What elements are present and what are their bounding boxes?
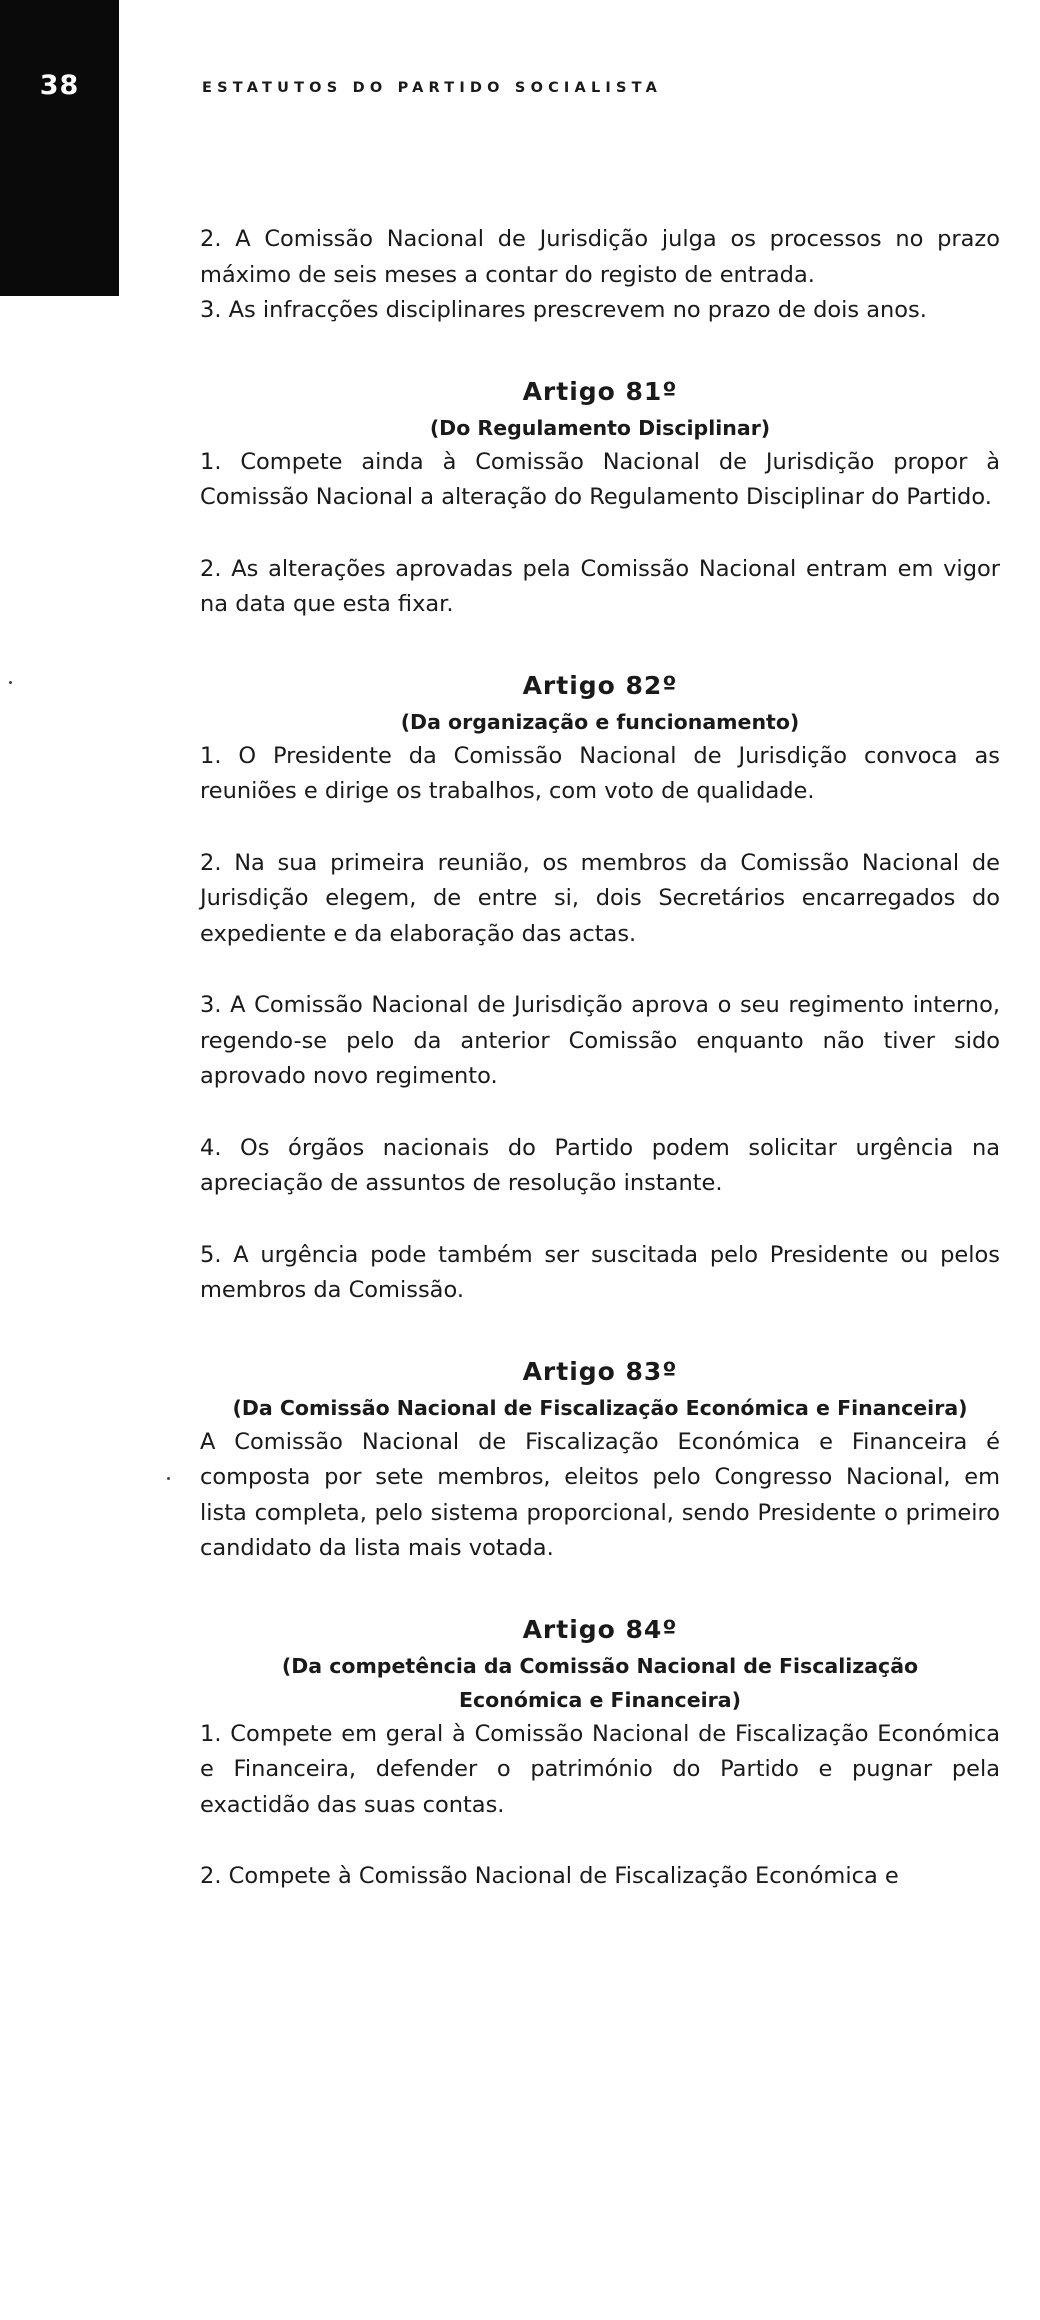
article-84	[200, 1611, 1000, 1895]
paragraph: 1. O Presidente da Comissão Nacional de Jurisdição convoca as reuniões e dirige os trabalhos, com voto de qualidade.	[200, 742, 1000, 804]
article-title: Artigo 84º	[522, 1614, 678, 1644]
paragraph: 2. As alterações aprovadas pela Comissão Nacional entram em vigor na data que esta fixar.	[200, 555, 1000, 617]
paragraph: 1. Compete em geral à Comissão Nacional de Fiscalização Económica e Financeira, defender o património do Partido e pugnar pela exactidão das suas contas.	[200, 1720, 1000, 1818]
paragraph: 2. Compete à Comissão Nacional de Fiscalização Económica e	[200, 1863, 899, 1889]
article-subtitle: (Da Comissão Nacional de Fiscalização Económica e Financeira)	[232, 1395, 968, 1420]
paragraph: 2. A Comissão Nacional de Jurisdição julga os processos no prazo máximo de seis meses a contar do registo de entrada.	[200, 226, 1000, 288]
paragraph: 1. Compete ainda à Comissão Nacional de Jurisdição propor à Comissão Nacional a alteração do Regulamento Disciplinar do Partido.	[200, 448, 1000, 510]
page-number: 38	[39, 70, 80, 101]
running-header-title: ESTATUTOS DO PARTIDO SOCIALISTA	[202, 80, 663, 96]
paragraph: 3. A Comissão Nacional de Jurisdição aprova o seu regimento interno, regendo-se pelo da anterior Comissão enquanto não tiver sido aprovado novo regimento.	[200, 992, 1000, 1089]
article-title: Artigo 82º	[522, 670, 678, 700]
article-subtitle: (Da organização e funcionamento)	[400, 709, 800, 734]
paragraph: 2. Na sua primeira reunião, os membros da Comissão Nacional de Jurisdição elegem, de entre si, dois Secretários encarregados do expediente e da elaboração das actas.	[200, 849, 1000, 947]
paragraph: 3. As infracções disciplinares prescrevem no prazo de dois anos.	[200, 297, 927, 323]
document-body	[200, 222, 1000, 1895]
scan-speck	[9, 681, 12, 684]
article-81	[200, 373, 1000, 623]
article-title: Artigo 83º	[522, 1356, 678, 1386]
article-title: Artigo 81º	[522, 376, 678, 406]
page-number-tab	[0, 0, 119, 296]
article-82	[200, 667, 1000, 1309]
scan-speck	[167, 1477, 170, 1480]
paragraph: 5. A urgência pode também ser suscitada pelo Presidente ou pelos membros da Comissão.	[200, 1241, 1000, 1303]
article-83	[200, 1353, 1000, 1567]
article-subtitle: (Do Regulamento Disciplinar)	[429, 415, 771, 440]
article-subtitle: (Da competência da Comissão Nacional de Fiscalização Económica e Financeira)	[281, 1653, 919, 1712]
paragraph: A Comissão Nacional de Fiscalização Económica e Financeira é composta por sete membros, eleitos pelo Congresso Nacional, em lista completa, pelo sistema proporcional, sendo Presidente o primeiro candidato da lista mais votada.	[200, 1428, 1000, 1561]
paragraph: 4. Os órgãos nacionais do Partido podem solicitar urgência na apreciação de assuntos de resolução instante.	[200, 1134, 1000, 1196]
